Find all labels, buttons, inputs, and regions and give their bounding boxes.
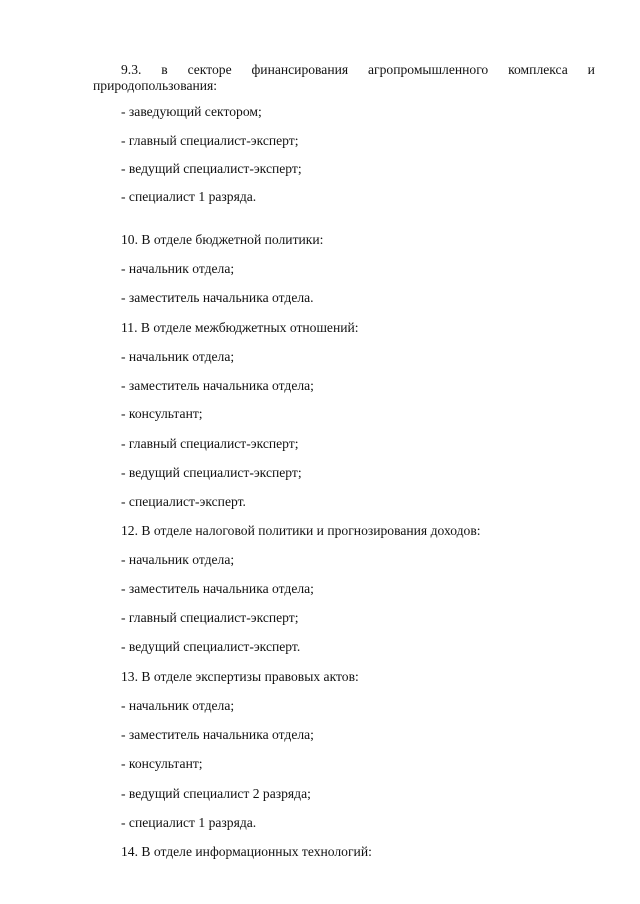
list-item: - главный специалист-эксперт; [121, 436, 299, 451]
list-item: - заместитель начальника отдела; [121, 727, 314, 742]
list-item: - консультант; [121, 406, 203, 421]
list-item: - заместитель начальника отдела; [121, 378, 314, 393]
section-heading: 10. В отделе бюджетной политики: [121, 232, 324, 247]
list-item: - ведущий специалист 2 разряда; [121, 786, 311, 801]
list-item: - ведущий специалист-эксперт; [121, 465, 302, 480]
heading-word: 9.3. [121, 62, 142, 77]
heading-word: и [587, 62, 595, 77]
section-heading-continuation: природопользования: [93, 78, 218, 93]
section-heading: 13. В отделе экспертизы правовых актов: [121, 669, 359, 684]
heading-word: в [161, 62, 168, 77]
list-item: - главный специалист-эксперт; [121, 133, 299, 148]
list-item: - начальник отдела; [121, 261, 235, 276]
list-item: - консультант; [121, 756, 203, 771]
list-item: - начальник отдела; [121, 698, 235, 713]
list-item: - заместитель начальника отдела. [121, 290, 314, 305]
list-item: - специалист-эксперт. [121, 494, 246, 509]
list-item: - начальник отдела; [121, 552, 235, 567]
list-item: - начальник отдела; [121, 349, 235, 364]
heading-word: агропромышленного [368, 62, 489, 77]
section-heading: 14. В отделе информационных технологий: [121, 844, 372, 859]
section-heading: 11. В отделе межбюджетных отношений: [121, 320, 359, 335]
heading-word: финансирования [251, 62, 349, 77]
list-item: - главный специалист-эксперт; [121, 610, 299, 625]
section-heading [121, 62, 595, 78]
list-item: - ведущий специалист-эксперт; [121, 161, 302, 176]
heading-word: секторе [187, 62, 232, 77]
list-item: - заместитель начальника отдела; [121, 581, 314, 596]
list-item: - специалист 1 разряда. [121, 815, 257, 830]
list-item: - ведущий специалист-эксперт. [121, 639, 301, 654]
list-item: - специалист 1 разряда. [121, 189, 257, 204]
section-heading: 12. В отделе налоговой политики и прогнозирования доходов: [121, 523, 481, 538]
list-item: - заведующий сектором; [121, 104, 262, 119]
heading-word: комплекса [508, 62, 568, 77]
